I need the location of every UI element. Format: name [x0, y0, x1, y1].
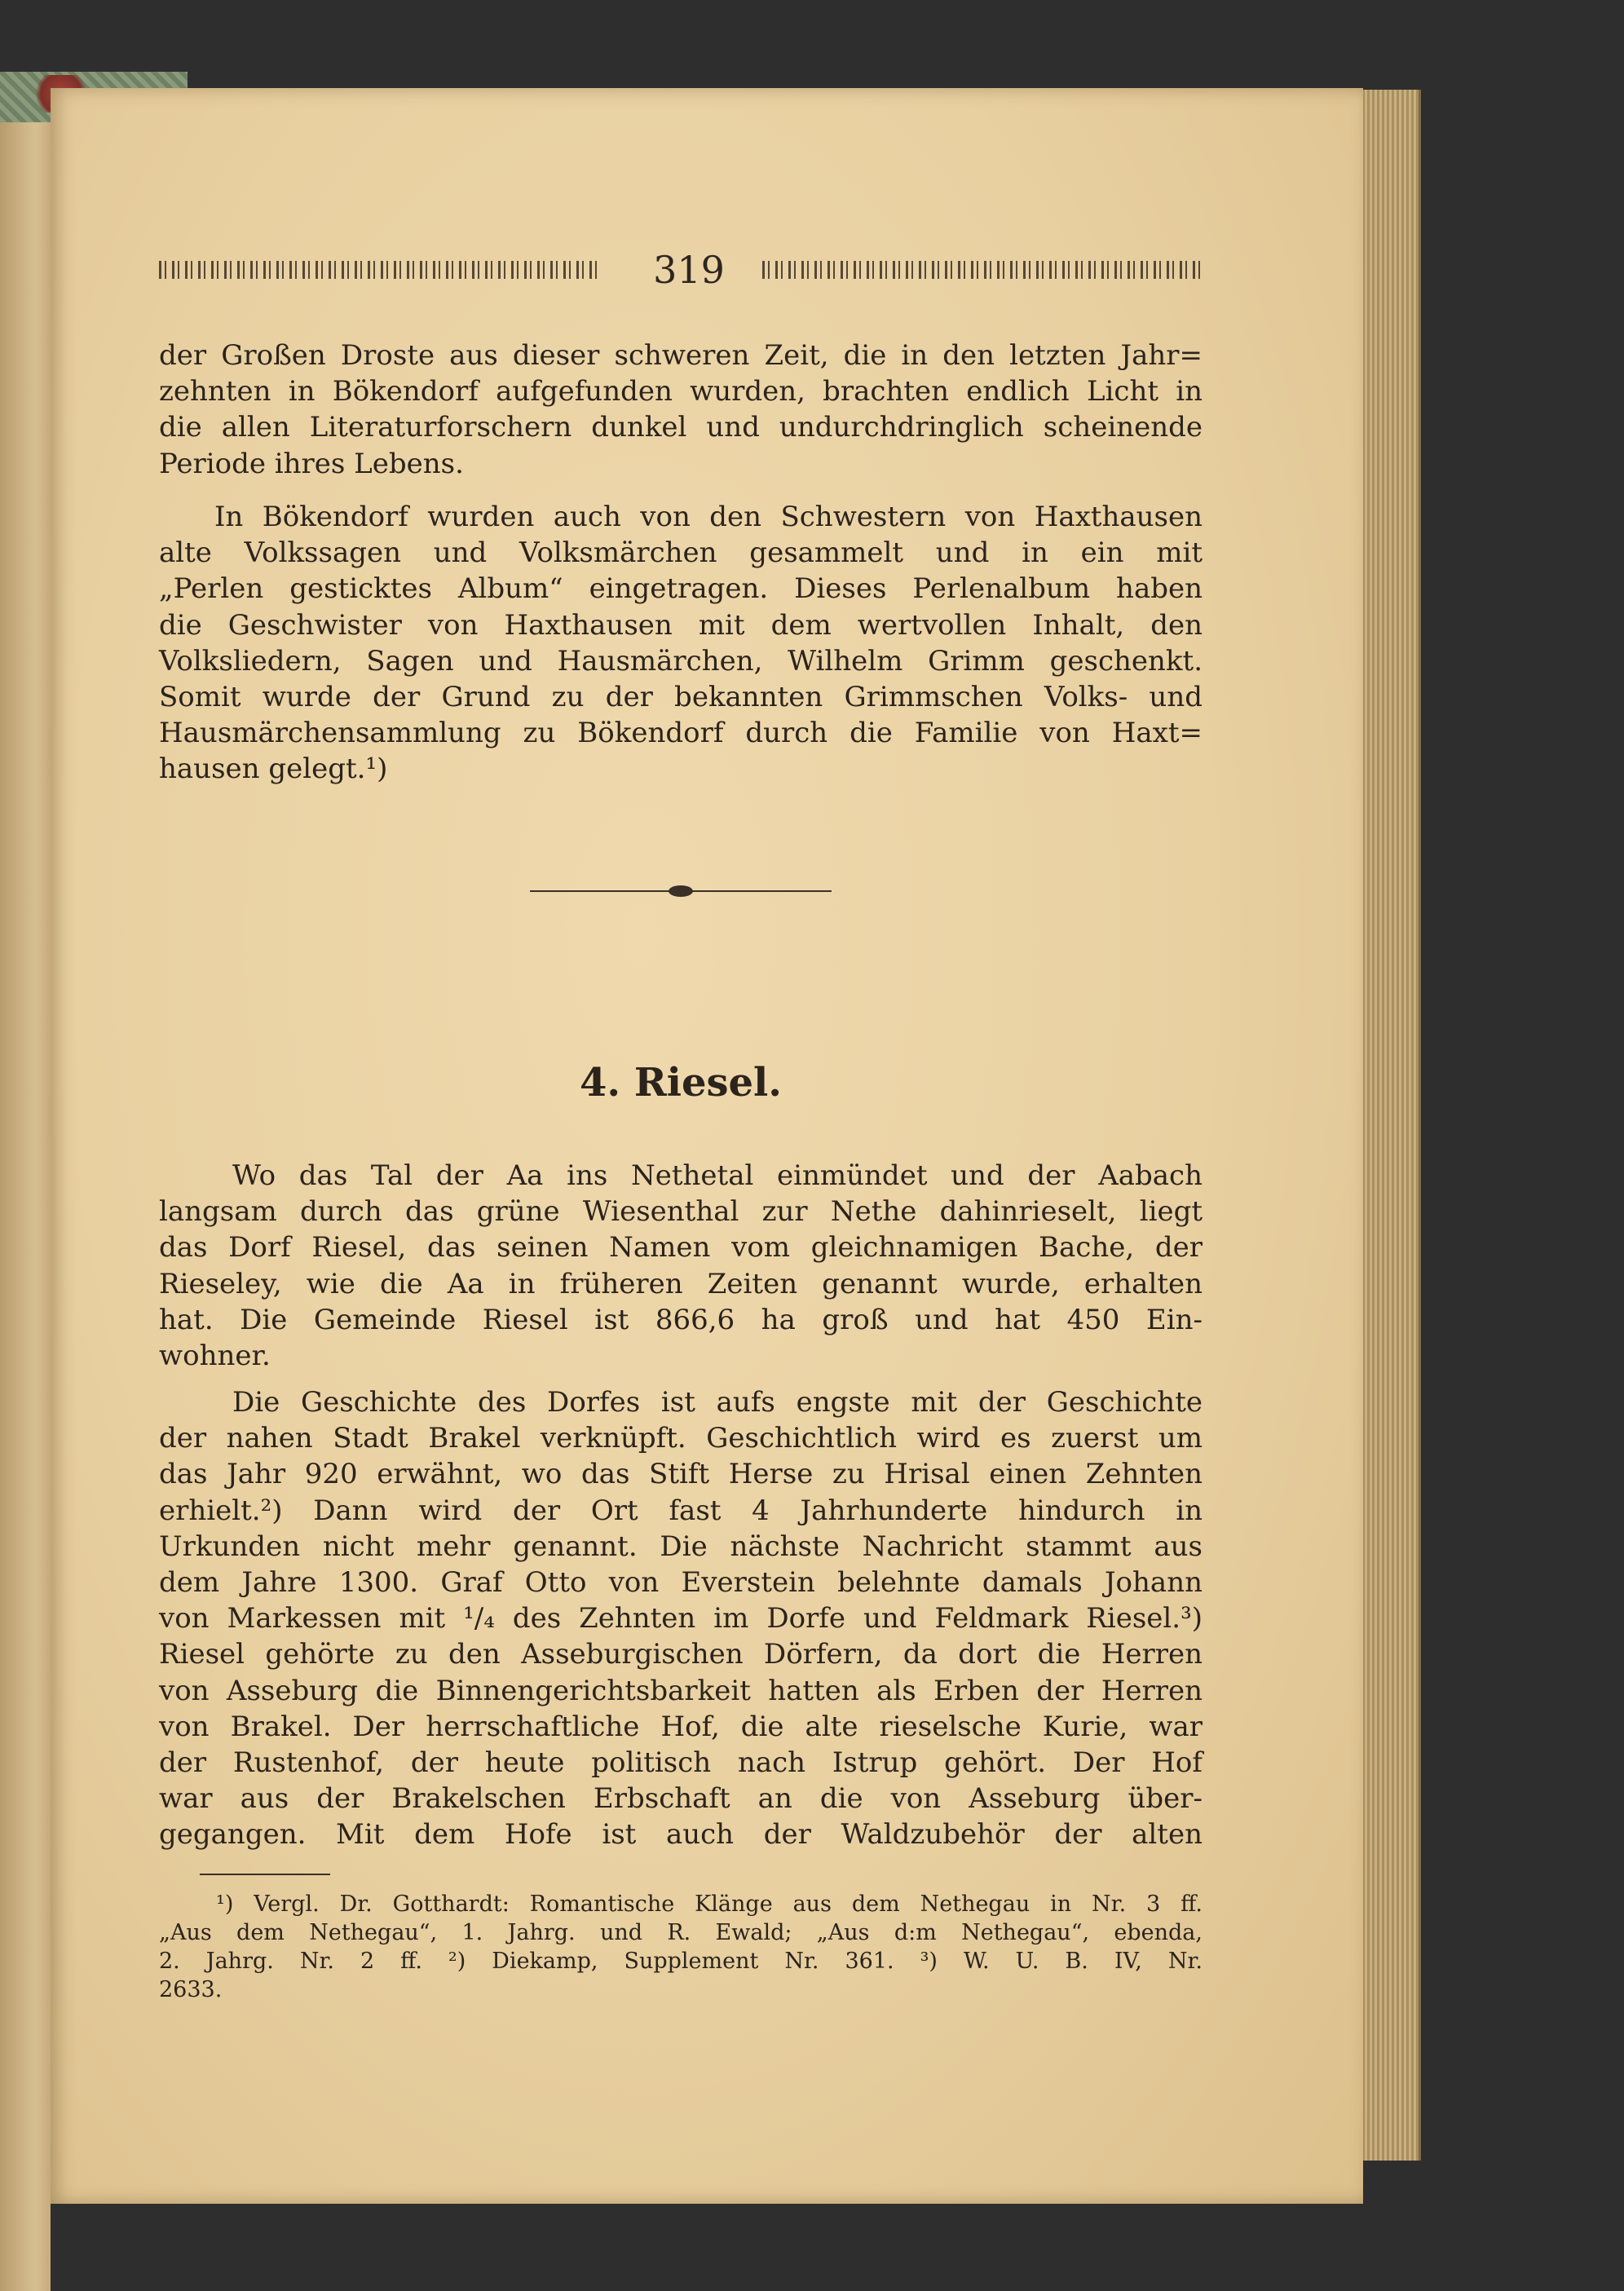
text-line: der Rustenhof, der heute politisch nach Istrup gehört. Der Hof — [159, 1746, 1203, 1779]
paragraph-boekendorf — [159, 499, 1203, 788]
text-line: Volksliedern, Sagen und Hausmärchen, Wilhelm Grimm geschenkt. — [159, 644, 1203, 678]
text-line: zehnten in Bökendorf aufgefunden wurden, brachten endlich Licht in — [159, 375, 1203, 408]
text-line: Die Geschichte des Dorfes ist aufs engste mit der Geschichte — [232, 1386, 1203, 1419]
text-line: die Geschwister von Haxthausen mit dem wertvollen Inhalt, den — [159, 608, 1203, 642]
text-line: die allen Literaturforschern dunkel und undurchdringlich scheinende — [159, 411, 1203, 444]
left-page-edge — [0, 122, 51, 2291]
text-line: Somit wurde der Grund zu der bekannten Grimmschen Volks- und — [159, 680, 1203, 713]
footnote-line: 2633. — [159, 1977, 223, 2002]
text-line: von Markessen mit ¹/₄ des Zehnten im Dorfe und Feldmark Riesel.³) — [159, 1602, 1203, 1635]
text-line: Wo das Tal der Aa ins Nethetal einmündet und der Aabach — [232, 1159, 1203, 1192]
text-line: war aus der Brakelschen Erbschaft an die von Asseburg über- — [159, 1782, 1203, 1816]
text-line: Riesel gehörte zu den Asseburgischen Dörfern, da dort die Herren — [159, 1638, 1203, 1671]
text-line: In Bökendorf wurden auch von den Schwestern von Haxthausen — [214, 501, 1203, 533]
footnote-rule — [200, 1874, 330, 1875]
header-ornament-left — [159, 261, 599, 279]
header-ornament-right — [762, 261, 1203, 279]
text-line: gegangen. Mit dem Hofe ist auch der Waldzubehör der alten — [159, 1818, 1203, 1852]
paragraph-droste — [159, 338, 1203, 482]
text-line: der Großen Droste aus dieser schweren Zeit, die in den letzten Jahr= — [159, 339, 1203, 372]
running-header — [159, 248, 1203, 298]
text-line: von Brakel. Der herrschaftliche Hof, die alte rieselsche Kurie, war — [159, 1710, 1203, 1743]
text-line: erhielt.²) Dann wird der Ort fast 4 Jahrhunderte hindurch in — [159, 1494, 1203, 1527]
text-line: wohner. — [159, 1339, 271, 1372]
footnote-line: ¹) Vergl. Dr. Gotthardt: Romantische Klänge aus dem Nethegau in Nr. 3 ff. — [216, 1892, 1203, 1917]
text-line: hausen gelegt.¹) — [159, 753, 388, 786]
text-line: Hausmärchensammlung zu Bökendorf durch die Familie von Haxt= — [159, 717, 1203, 750]
text-line: Urkunden nicht mehr genannt. Die nächste Nachricht stammt aus — [159, 1530, 1203, 1563]
text-line: „Perlen gesticktes Album“ eingetragen. Dieses Perlenalbum haben — [159, 572, 1203, 606]
page-number: 319 — [653, 248, 725, 292]
text-line: Periode ihres Lebens. — [159, 447, 464, 480]
text-line: dem Jahre 1300. Graf Otto von Everstein belehnte damals Johann — [159, 1565, 1203, 1599]
text-line: das Jahr 920 erwähnt, wo das Stift Herse zu Hrisal einen Zehnten — [159, 1458, 1203, 1491]
footnotes — [159, 1890, 1203, 2004]
text-line: der nahen Stadt Brakel verknüpft. Geschichtlich wird es zuerst um — [159, 1422, 1203, 1455]
footnote-line: „Aus dem Nethegau“, 1. Jahrg. und R. Ewald; „Aus d:m Nethegau“, ebenda, — [159, 1920, 1203, 1945]
text-line: hat. Die Gemeinde Riesel ist 866,6 ha groß und hat 450 Ein- — [159, 1303, 1203, 1336]
text-line: Rieseley, wie die Aa in früheren Zeiten genannt wurde, erhalten — [159, 1267, 1203, 1300]
text-line: das Dorf Riesel, das seinen Namen vom gleichnamigen Bache, der — [159, 1231, 1203, 1265]
paragraph-riesel-history — [159, 1384, 1203, 1852]
footnote-line: 2. Jahrg. Nr. 2 ff. ²) Diekamp, Supplement Nr. 361. ³) W. U. B. IV, Nr. — [159, 1949, 1203, 1974]
section-title: 4. Riesel. — [580, 1060, 782, 1106]
text-line: alte Volkssagen und Volksmärchen gesammelt und in ein mit — [159, 536, 1203, 570]
text-line: langsam durch das grüne Wiesenthal zur Nethe dahinrieselt, liegt — [159, 1195, 1203, 1229]
paragraph-riesel-intro — [159, 1158, 1203, 1374]
text-line: von Asseburg die Binnengerichtsbarkeit hatten als Erben der Herren — [159, 1674, 1203, 1707]
section-divider-ornament — [530, 885, 832, 897]
